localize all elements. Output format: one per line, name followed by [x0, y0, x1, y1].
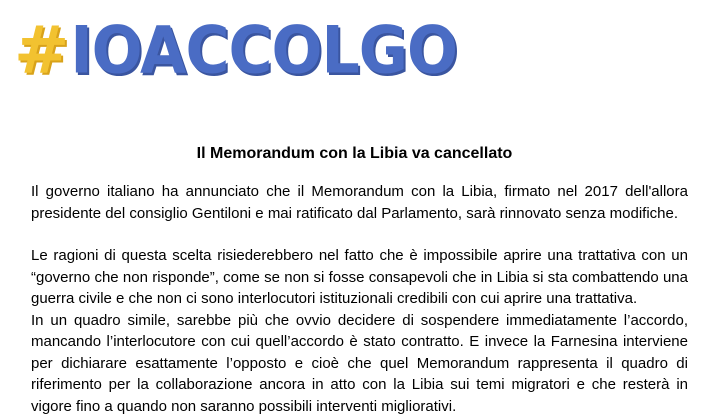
- paragraph-3: In un quadro simile, sarebbe più che ovvio decidere di sospendere immediatamente l’accordo, mancando l’interlocutore con cui quell’accordo è stato contratto. E invece la Farnesina interviene per dichiarare esattamente l’opposto e cioè che quel Memorandum rappresenta il quadro di riferimento per la collaborazione ancora in atto con la Libia sui temi migratori e che resterà in vigore fino a quando non saranno possibili interventi migliorativi.: [31, 311, 688, 415]
- paragraph-2: Le ragioni di questa scelta risiederebbero nel fatto che è impossibile aprire una trattativa con un “governo che non risponde”, come se non si fosse consapevoli che in Libia si sta combattendo una guerra civile e che non ci sono interlocutori istituzionali credibili con cui aprire una trattativa.: [31, 247, 688, 307]
- document-title: Il Memorandum con la Libia va cancellato: [196, 145, 513, 162]
- logo-hash-symbol: #: [14, 12, 69, 89]
- logo-wordmark: IOACCOLGO: [70, 13, 458, 89]
- ioaccolgo-logo: [14, 12, 458, 89]
- document-body: [31, 181, 688, 417]
- paragraph-1: Il governo italiano ha annunciato che il Memorandum con la Libia, firmato nel 2017 dell'allora presidente del consiglio Gentiloni e mai ratificato dal Parlamento, sarà rinnovato senza modifiche.: [31, 183, 688, 222]
